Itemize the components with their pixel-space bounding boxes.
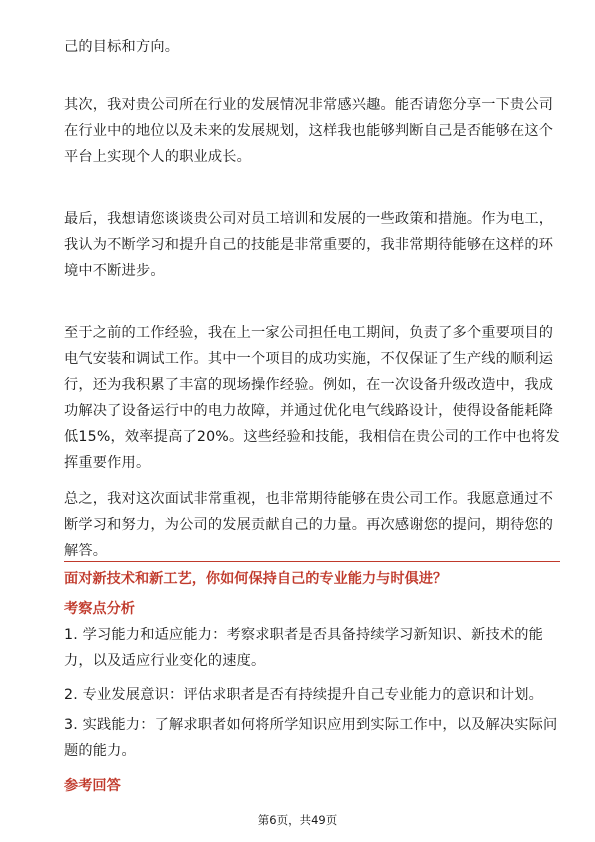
analysis-item-1: 1. 学习能力和适应能力：考察求职者是否具备持续学习新知识、新技术的能力，以及适应行业变化的速度。 [64, 627, 544, 669]
paragraph-2: 其次，我对贵公司所在行业的发展情况非常感兴趣。能否请您分享一下贵公司在行业中的地位以及未来的发展规划，这样我也能够判断自己是否能够在这个平台上实现个人的职业成长。 [64, 97, 554, 165]
section-divider [64, 561, 560, 562]
analysis-item-3: 3. 实践能力：了解求职者如何将所学知识应用到实际工作中，以及解决实际问题的能力。 [64, 717, 558, 759]
analysis-item-2: 2. 专业发展意识：评估求职者是否有持续提升自己专业能力的意识和计划。 [64, 687, 544, 703]
paragraph-1: 己的目标和方向。 [64, 39, 180, 55]
page-footer: 第6页，共49页 [257, 813, 338, 827]
answer-label: 参考回答 [64, 778, 121, 794]
paragraph-5: 总之，我对这次面试非常重视，也非常期待能够在贵公司工作。我愿意通过不断学习和努力，为公司的发展贡献自己的力量。再次感谢您的提问，期待您的解答。 [64, 491, 554, 559]
analysis-label: 考察点分析 [64, 601, 135, 617]
paragraph-3: 最后，我想请您谈谈贵公司对员工培训和发展的一些政策和措施。作为电工，我认为不断学习和提升自己的技能是非常重要的，我非常期待能够在这样的环境中不断进步。 [64, 211, 554, 279]
paragraph-4: 至于之前的工作经验，我在上一家公司担任电工期间，负责了多个重要项目的电气安装和调试工作。其中一个项目的成功实施，不仅保证了生产线的顺利运行，还为我积累了丰富的现场操作经验。例如，在一次设备升级改造中，我成功解决了设备运行中的电力故障，并通过优化电气线路设计，使得设备能耗降低15%，效率提高了20%。这些经验和技能，我相信在贵公司的工作中也将发挥重要作用。 [64, 325, 560, 471]
question-heading: 面对新技术和新工艺，你如何保持自己的专业能力与时俱进？ [64, 571, 448, 587]
